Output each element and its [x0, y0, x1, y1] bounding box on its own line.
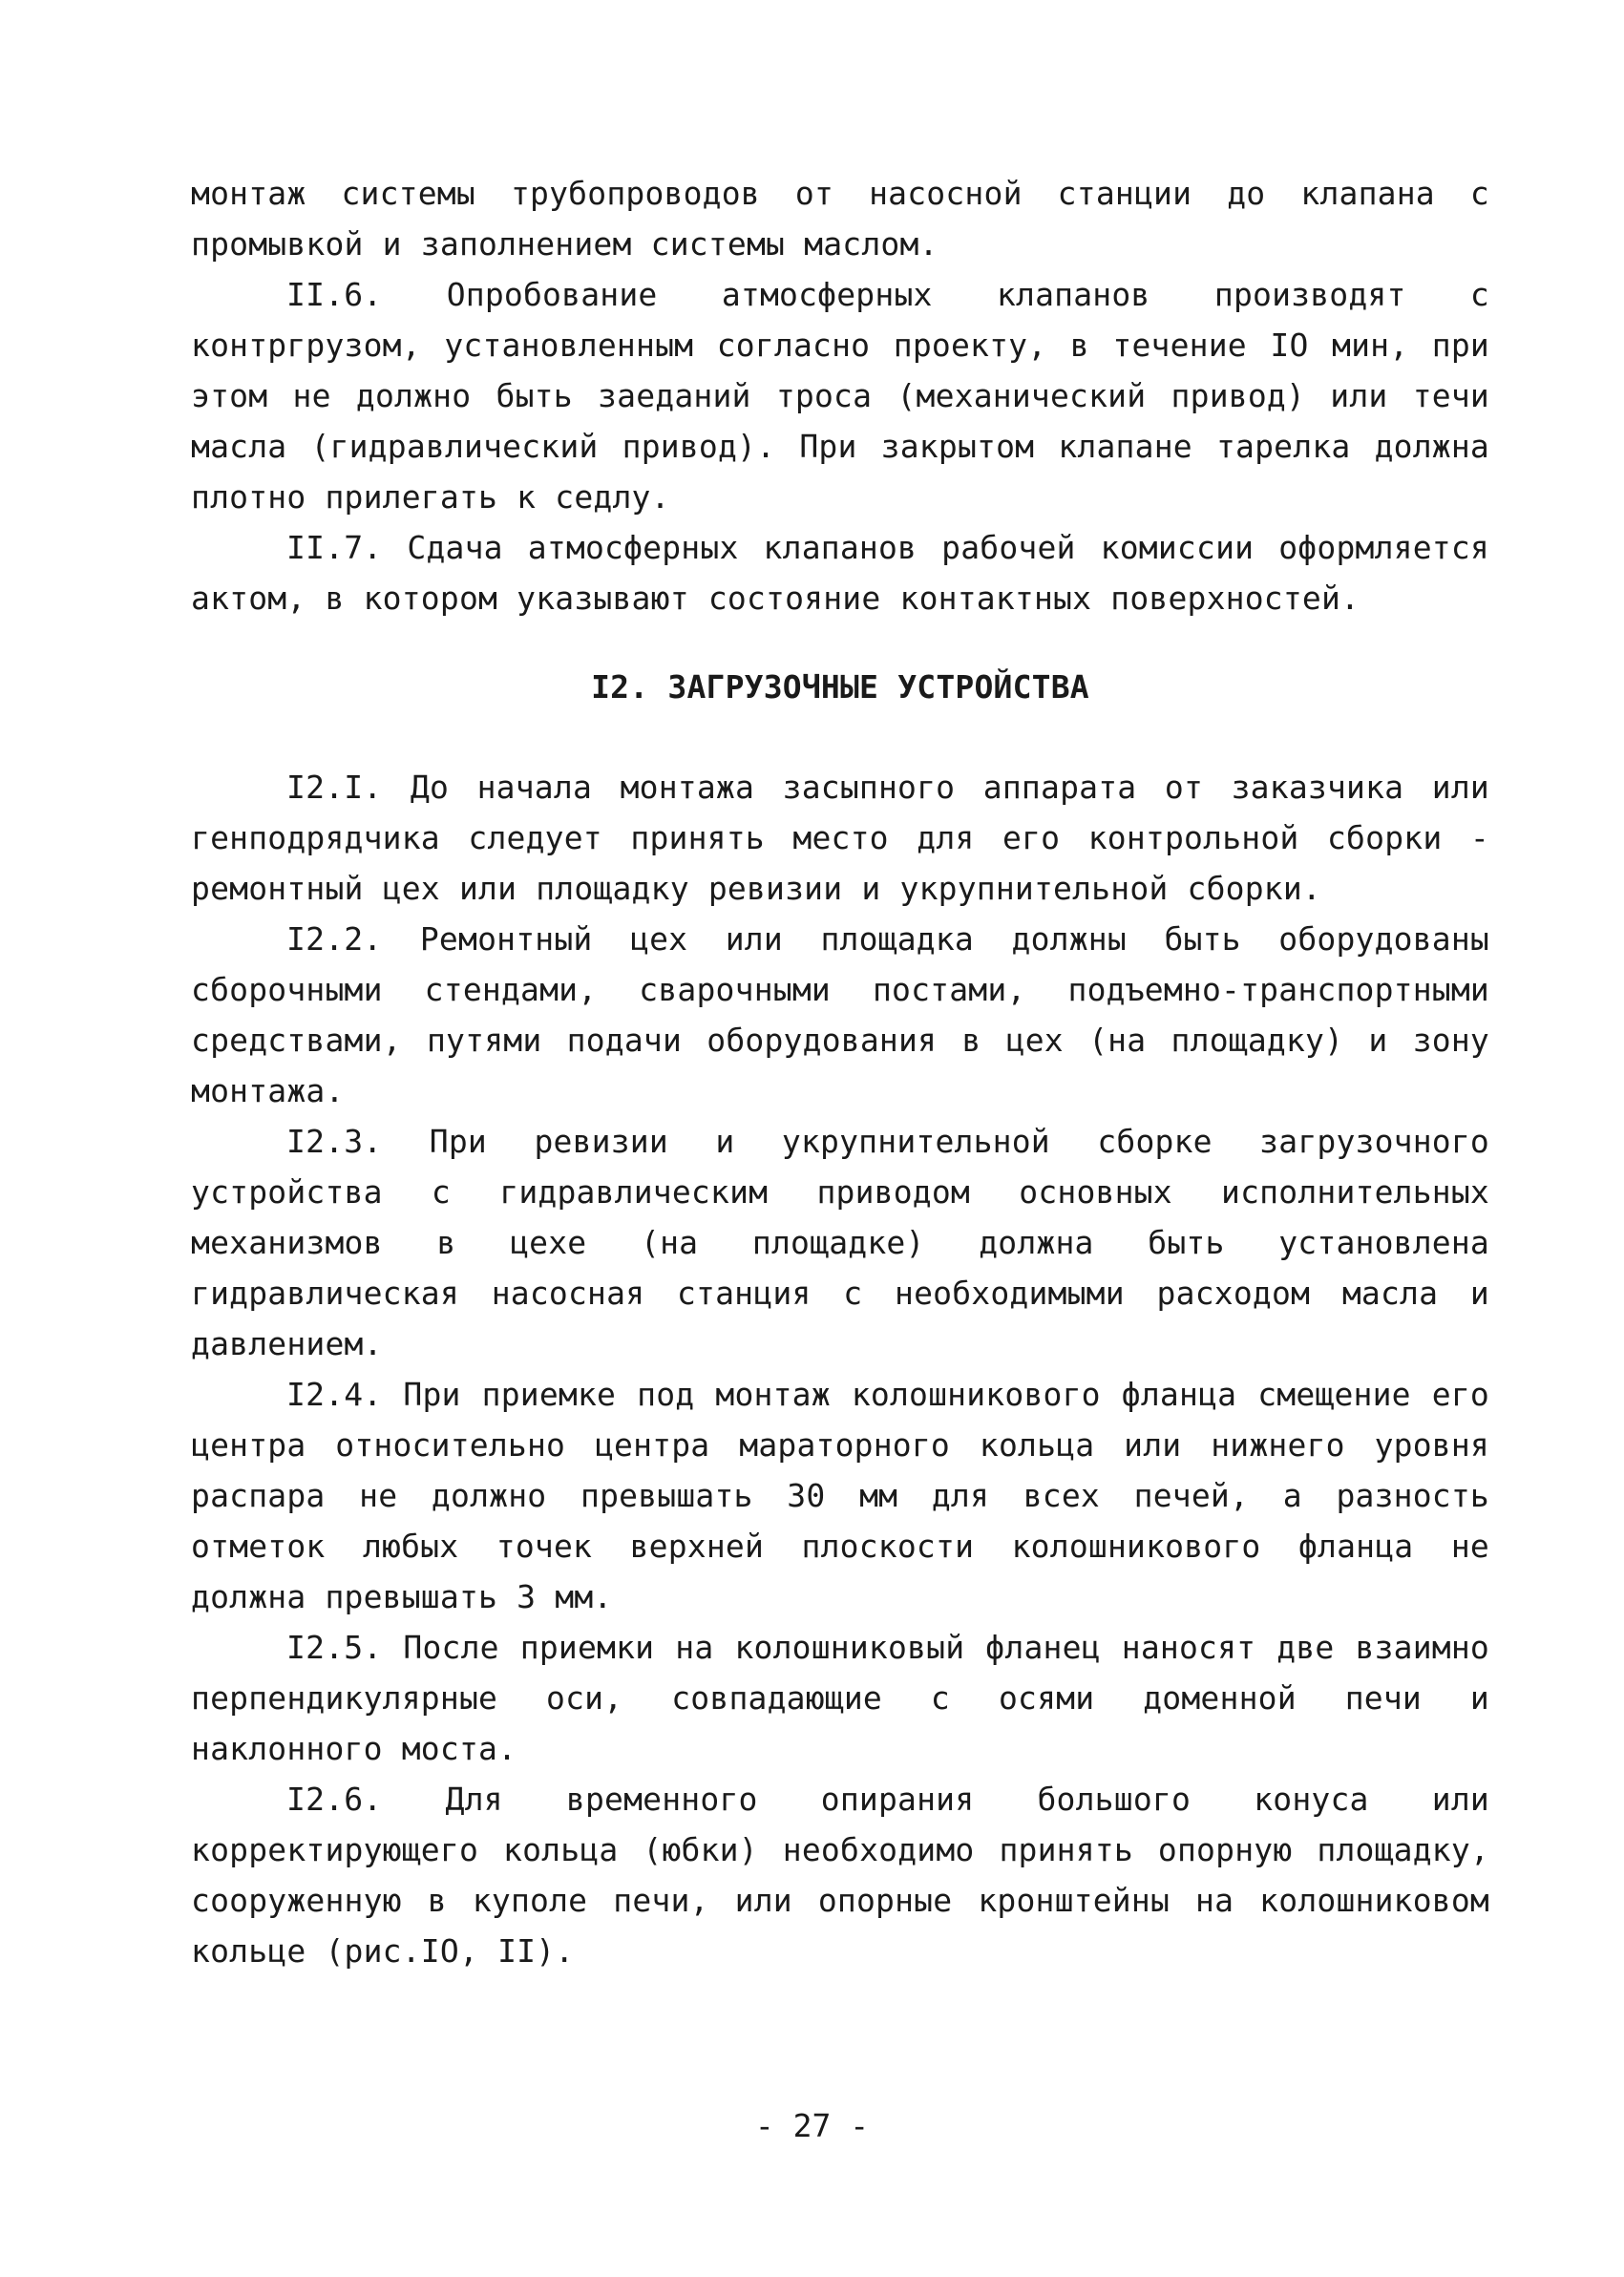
paragraph-12-5: I2.5. После приемки на колошниковый фланец наносят две взаимно перпендикулярные оси, совпадающие с осями доменной печи и наклонного моста.: [191, 1629, 1489, 1767]
paragraph-12-1: I2.I. До начала монтажа засыпного аппарата от заказчика или генподрядчика следует принять место для его контрольной сборки - ремонтный цех или площадку ревизии и укрупнительной сборки.: [191, 769, 1489, 907]
paragraph-11-6: II.6. Опробование атмосферных клапанов производят с контргрузом, установленным согласно проекту, в течение IO мин, при этом не должно быть заеданий троса (механический привод) или течи масла (гидравлический привод). При закрытом клапане тарелка должна плотно прилегать к седлу.: [191, 276, 1489, 516]
paragraph-12-2: I2.2. Ремонтный цех или площадка должны быть оборудованы сборочными стендами, сварочными постами, подъемно-транспортными средствами, путями подачи оборудования в цех (на площадку) и зону монтажа.: [191, 920, 1489, 1109]
document-body: [191, 168, 1489, 1976]
paragraph-12-6: I2.6. Для временного опирания большого конуса или корректирующего кольца (юбки) необходимо принять опорную площадку, сооруженную в куполе печи, или опорные кронштейны на колошниковом кольце (рис.IO, II).: [191, 1781, 1489, 1970]
paragraph-11-7: II.7. Сдача атмосферных клапанов рабочей комиссии оформляется актом, в котором указывают состояние контактных поверхностей.: [191, 529, 1489, 617]
paragraph-12-3: I2.3. При ревизии и укрупнительной сборке загрузочного устройства с гидравлическим приводом основных исполнительных механизмов в цехе (на площадке) должна быть установлена гидравлическая насосная станция с необходимыми расходом масла и давлением.: [191, 1123, 1489, 1362]
page-number: - 27 -: [754, 2107, 870, 2144]
section-heading: I2. ЗАГРУЗОЧНЫЕ УСТРОЙСТВА: [591, 668, 1089, 706]
paragraph-continuation: монтаж системы трубопроводов от насосной станции до клапана с промывкой и заполнением системы маслом.: [191, 175, 1489, 263]
paragraph-12-4: I2.4. При приемке под монтаж колошникового фланца смещение его центра относительно центра мараторного кольца или нижнего уровня распара не должно превышать 30 мм для всех печей, а разность отметок любых точек верхней плоскости колошникового фланца не должна превышать 3 мм.: [191, 1376, 1489, 1615]
